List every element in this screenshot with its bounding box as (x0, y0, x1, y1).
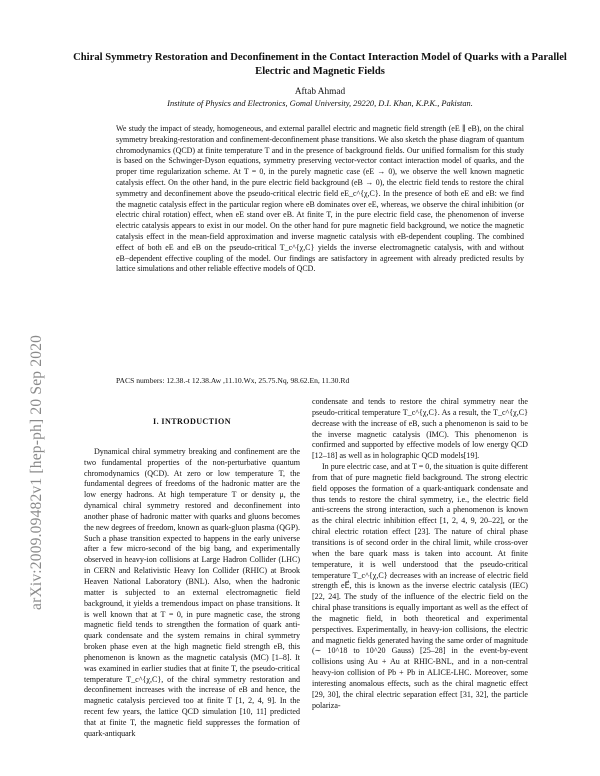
pacs-numbers: PACS numbers: 12.38.-t 12.38.Aw ,11.10.Wx, 25.75.Nq, 98.62.En, 11.30.Rd (116, 376, 350, 385)
paper-title: Chiral Symmetry Restoration and Deconfinement in the Contact Interaction Model of Quarks with a Parallel Electric and Magnetic Fields (73, 52, 567, 77)
right-column (312, 397, 528, 711)
author: Aftab Ahmad (294, 87, 346, 97)
affiliation: Institute of Physics and Electronics, Gomal University, 29220, D.I. Khan, K.P.K., Pakistan. (167, 99, 473, 108)
intro-paragraph-3: In pure electric case, and at T = 0, the situation is quite different from that of pure magnetic field background. The strong electric field opposes the formation of a quark-antiquark condensate and thus tends to restore the chiral symmetry, i.e., the electric field anti-screens the strong interaction, such a phenomenon is known as the chiral electric inhibition effect [1, 2, 4, 9, 20–22], or the chiral electric rotation effect [23]. The nature of chiral phase transitions is of second order in the chiral limit, while cross-over when the bare quark mass is taken into account. At finite temperature, it is well understood that the pseudo-critical temperature T_c^{χ,C} decreases with an increase of electric field strength eE⃗, this is known as the inverse electric catalysis (IEC) [22, 24]. The study of the influence of the electric field on the chiral phase transitions is equally important as well as the effect of the magnetic field, in both theoretical and experimental perspectives. Experimentally, in heavy-ion collisions, the electric and magnetic fields generated having the same order of magnitude (∼ 10^18 to 10^20 Gauss) [25–28] in the event-by-event collisions using Au + Au at RHIC-BNL, and in a non-central heavy-ion collision of Pb + Pb in ALICE-LHC. Moreover, some interesting anomalous effects, such as the chiral magnetic effect [29, 30], the chiral electric separation effect [31, 32], the particle polariza- (312, 462, 528, 710)
arxiv-stamp-text: arXiv:2009.09482v1 [hep-ph] 20 Sep 2020 (28, 334, 45, 610)
left-column (84, 417, 300, 740)
intro-paragraph-2: condensate and tends to restore the chiral symmetry near the pseudo-critical temperature T_c^{χ,C}. As a result, the T_c^{χ,C} decrease with the increase of eB, such a phenomenon is said to be the inverse magnetic catalysis (IMC). This phenomenon is confirmed and supported by effective models of low energy QCD [12–18] as well as in holographic QCD models[19]. (312, 397, 528, 461)
section-heading: I. INTRODUCTION (153, 417, 231, 426)
abstract: We study the impact of steady, homogeneous, and external parallel electric and magnetic field strength (eE ∥ eB), on the chiral symmetry breaking-restoration and confinement-deconfinement phase transitions. We also sketch the phase diagram of quantum chromodynamics (QCD) at finite temperature T and in the presence of background fields. Our unified formalism for this study is based on the Schwinger-Dyson equations, symmetry preserving vector-vector contact interaction model of quarks, and the proper time regularization scheme. At T = 0, in the purely magnetic case (eE → 0), we observe the well known magnetic catalysis effect. On the other hand, in the pure electric field background (eB → 0), the electric field tends to restore the chiral symmetry and deconfinement above the pseudo-critical electric field eE_c^{χ,C}. In the presence of both eE and eB: we find the magnetic catalysis effect in the particular region where eB dominates over eE, whereas, we observe the chiral inhibition (or electric chiral rotation) effect, when eE stand over eB. At finite T, in the pure electric field case, the phenomenon of inverse electric catalysis appears to exist in our model. On the other hand for pure magnetic field background, we notice the magnetic catalysis effect in the mean-field approximation and inverse magnetic catalysis with eB-dependent coupling. The combined effect of both eE and eB on the pseudo-critical T_c^{χ,C} yields the inverse electromagnetic catalysis, with and without eB−dependent effective coupling of the model. Our findings are satisfactory in agreement with already predicted results by lattice simulations and other reliable effective models of QCD. (116, 124, 524, 274)
intro-paragraph-1: Dynamical chiral symmetry breaking and confinement are the two fundamental properties of the non-perturbative quantum chromodynamics (QCD). At zero or low temperature T, the fundamental degrees of freedoms of the hadronic matter are the low energy hadrons. At high temperature T or density μ, the dynamical chiral symmetry restored and deconfinement into another phase of hadronic matter with quarks and gluons becomes the new degrees of freedom, known as quark-gluon plasma (QGP). Such a phase transition expected to happens in the early universe after a few micro-second of the big bang, and experimentally observed in heavy-ion collisions at Large Hadron Collider (LHC) in CERN and Relativistic Heavy Ion Collider (RHIC) at Brook Heaven National Laboratory (BNL). Also, when the hadronic matter is subjected to an external electromagnetic field background, it yields a tremendous impact on phase transitions. It is well known that at T = 0, in pure magnetic case, the strong magnetic field tends to strengthen the formation of quark anti-quark condensate and the system remains in chiral symmetry broken phase even at the high magnetic field strength eB, this phenomenon is known as the magnetic catalysis (MC) [1–8]. It was examined in earlier studies that at finite T, the pseudo-critical temperature T_c^{χ,C}, of the chiral symmetry restoration and deconfinement increases with the increase of eB and hence, the magnetic catalysis percieved too at finite T [1, 2, 4, 9]. In the recent few years, the lattice QCD simulation [10, 11] predicted that at finite T, the magnetic field suppresses the formation of quark-antiquark (84, 446, 300, 738)
arxiv-stamp (8, 210, 48, 610)
